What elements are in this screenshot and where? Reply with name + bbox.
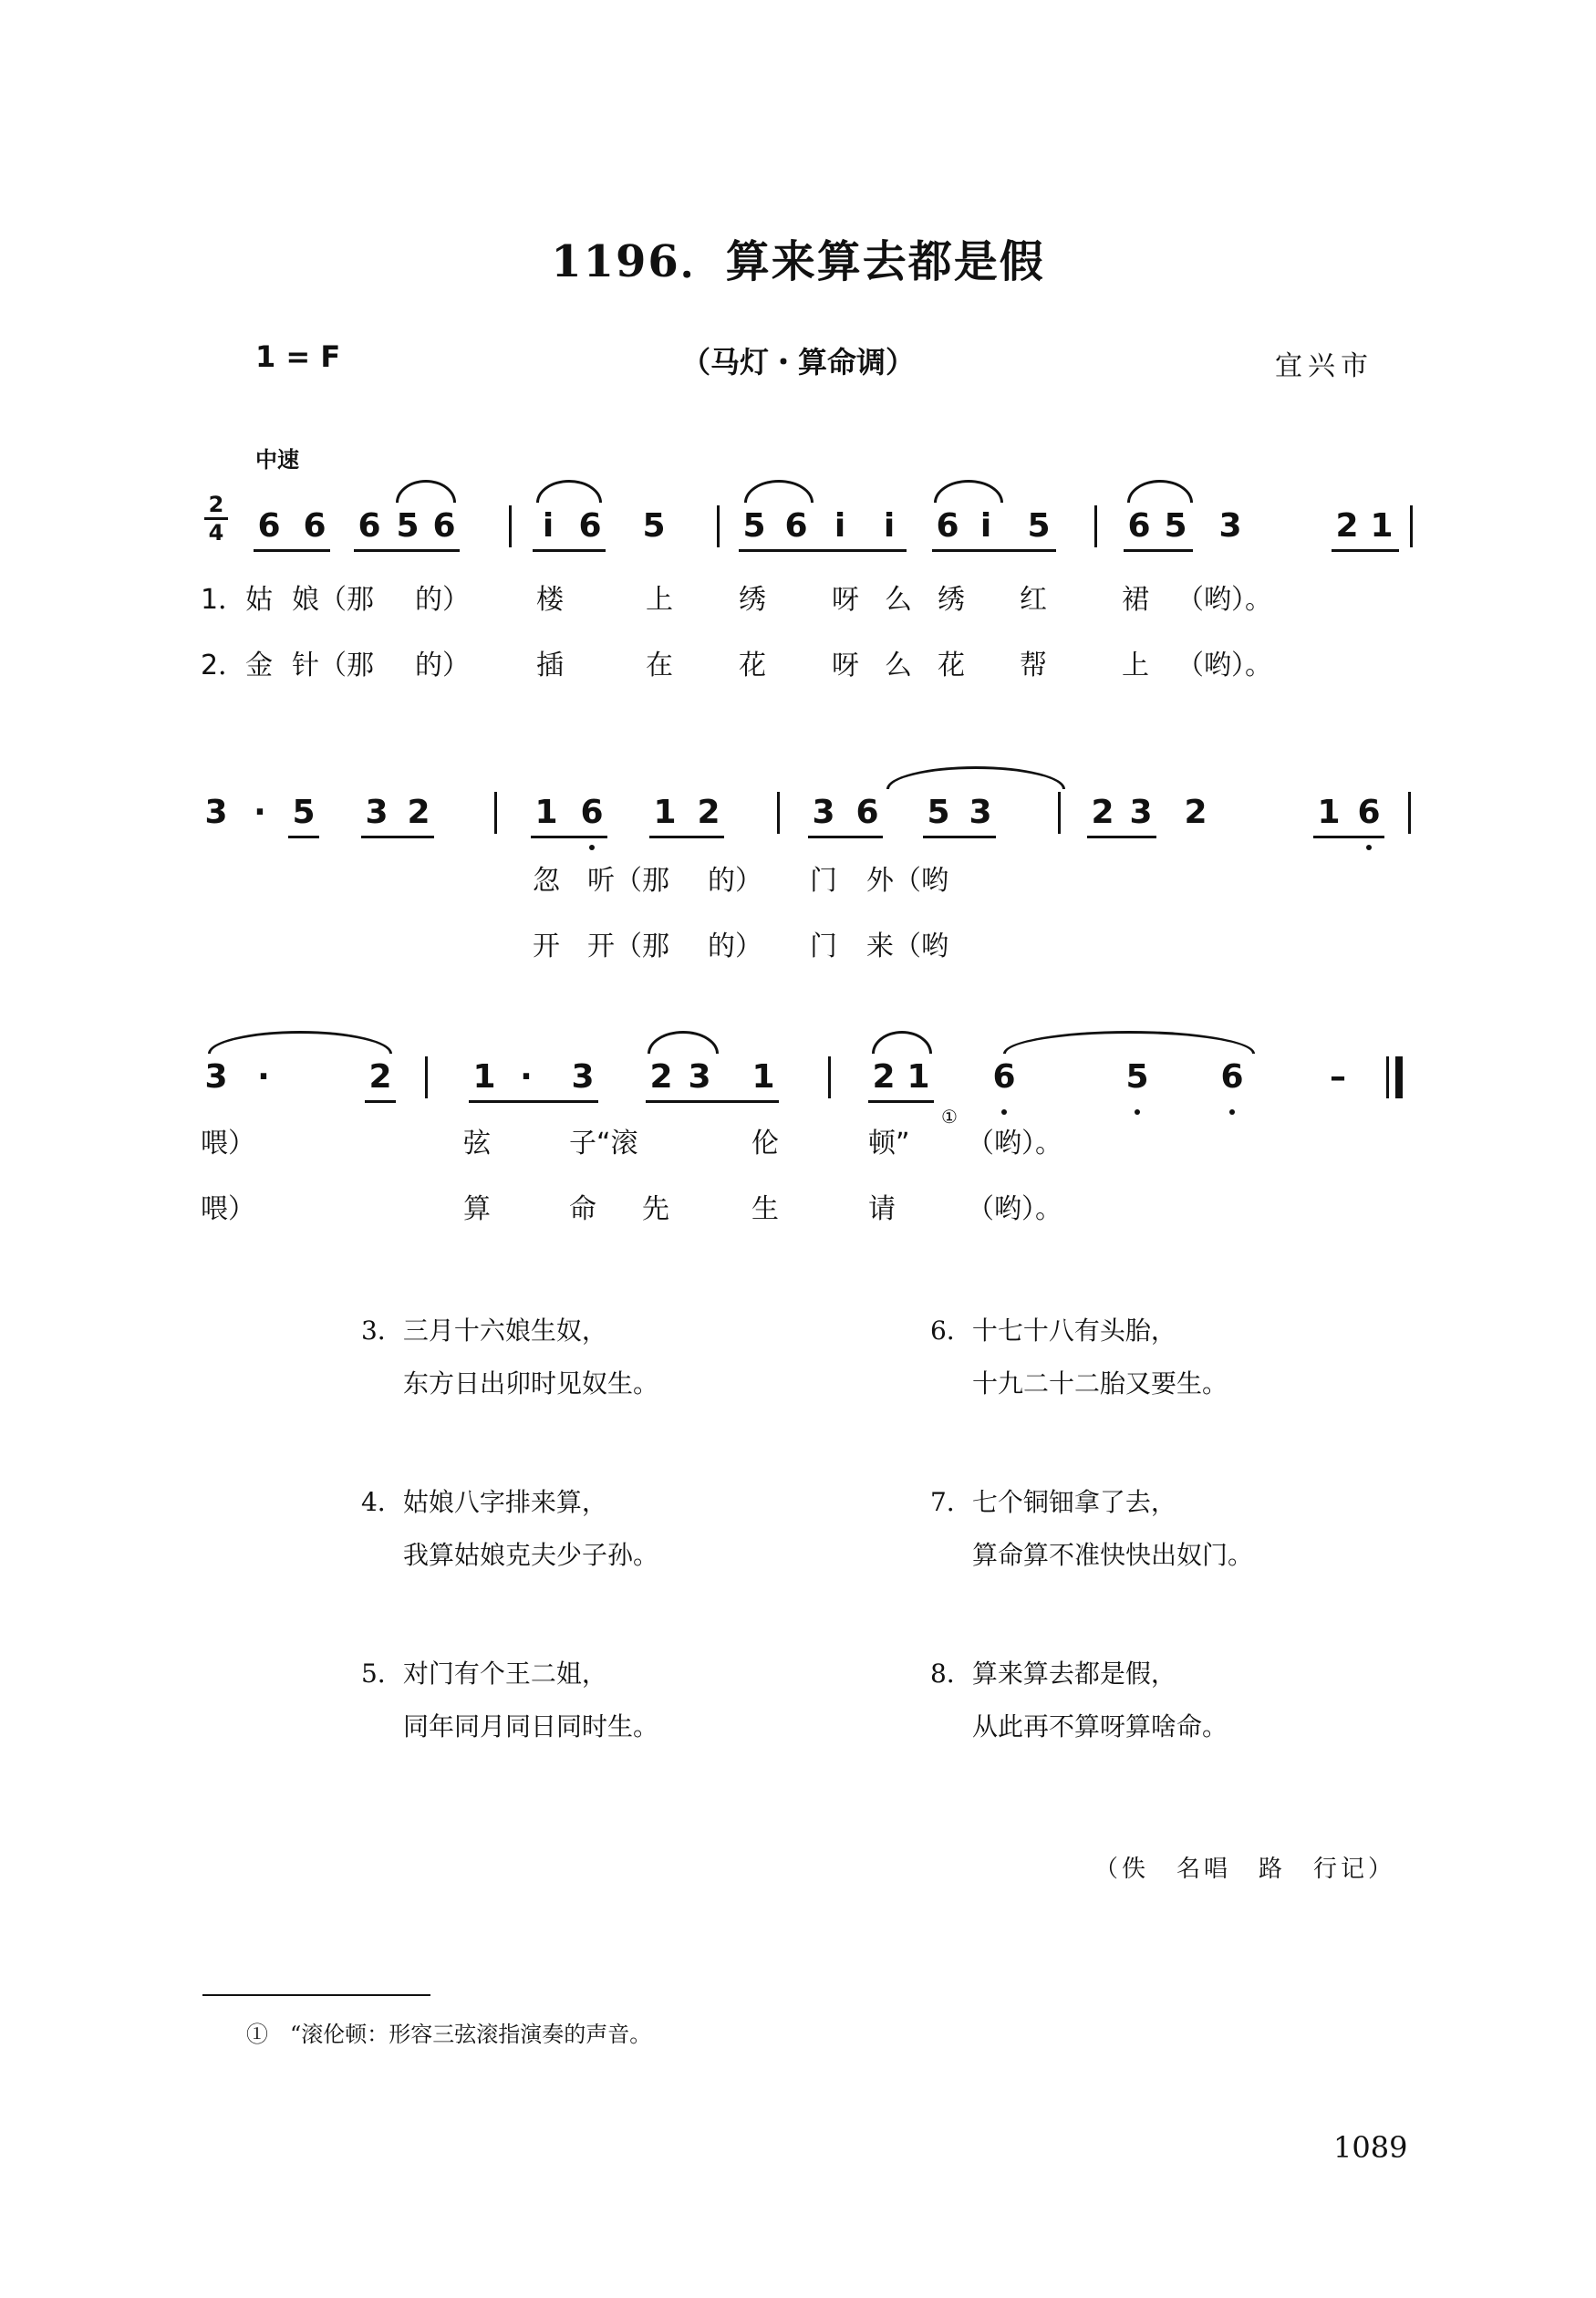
note: 1	[1317, 794, 1341, 831]
note: 3	[571, 1058, 595, 1096]
slur	[648, 1031, 719, 1054]
verse-number: 8．	[930, 1659, 972, 1689]
note: 1	[1370, 507, 1394, 545]
beam	[365, 1100, 396, 1103]
note: 3	[812, 794, 835, 831]
notation-line-1	[201, 504, 1404, 567]
key-signature: 1 = F	[255, 339, 341, 374]
lyric: 请	[868, 1193, 896, 1225]
verse-3	[361, 1305, 658, 1410]
lyric: 喂）	[201, 1193, 255, 1225]
lyric: 子“滚	[569, 1128, 638, 1159]
lyric: 1．姑	[201, 584, 274, 616]
lyric: 的）	[708, 865, 762, 897]
verse-4	[361, 1476, 658, 1582]
lyric: 的）	[415, 650, 470, 681]
lyric: 2．金	[201, 650, 274, 681]
slur	[1003, 1031, 1255, 1054]
note: 1	[653, 794, 677, 831]
lyric: 插	[536, 650, 564, 681]
lyric: 的）	[708, 931, 762, 962]
tempo-marking: 中速	[255, 446, 299, 473]
note: 2	[1091, 794, 1114, 831]
lyric: 上	[1122, 650, 1149, 681]
beam	[1124, 549, 1193, 552]
note: ·	[520, 1058, 533, 1096]
barline	[425, 1056, 428, 1098]
note: 5	[1164, 507, 1187, 545]
lyric: 在	[646, 650, 673, 681]
beam	[646, 1100, 779, 1103]
verse-number: 6．	[930, 1315, 972, 1346]
lyric: 顿”	[868, 1128, 910, 1159]
verse-5	[361, 1648, 658, 1753]
verse-line: 七个铜钿拿了去，	[971, 1487, 1176, 1517]
lyric: 弦	[463, 1128, 491, 1159]
note: 5	[642, 507, 666, 545]
lyric: 外（哟	[866, 865, 948, 897]
lyric: 生	[751, 1193, 779, 1225]
lyric: 门	[810, 865, 837, 897]
notation-line-2	[201, 790, 1404, 854]
note: 6	[1357, 794, 1381, 831]
lyric: （哟）。	[967, 1128, 1062, 1159]
slur	[744, 480, 814, 503]
beam	[923, 836, 996, 838]
note: ·	[254, 794, 266, 831]
note: 6	[936, 507, 959, 545]
lyric: 门	[810, 931, 837, 962]
note: 6	[358, 507, 381, 545]
note: 5	[1027, 507, 1051, 545]
note: 3	[365, 794, 389, 831]
lyric: 楼	[536, 584, 564, 616]
lyric: 帮	[1020, 650, 1047, 681]
note: 2	[697, 794, 720, 831]
note: 3	[688, 1058, 711, 1096]
verse-line: 算命算不准快快出奴门。	[972, 1540, 1254, 1570]
note: 6	[303, 507, 326, 545]
note: 2	[368, 1058, 392, 1096]
note: 6	[580, 794, 604, 831]
lyric: （哟）。	[967, 1193, 1062, 1225]
time-signature-bottom: 4	[208, 520, 224, 546]
beam	[531, 836, 607, 838]
footnote-divider	[202, 1994, 430, 1996]
beam	[808, 836, 883, 838]
lyrics-verse1-line2	[201, 858, 1404, 897]
slur	[886, 766, 1065, 789]
slur	[934, 480, 1003, 503]
lyric: 喂）	[201, 1128, 255, 1159]
low-octave-dot	[589, 845, 595, 850]
beam	[1087, 836, 1156, 838]
note: i	[979, 507, 992, 545]
note: i	[542, 507, 554, 545]
lyric: 针（那	[292, 650, 374, 681]
note: 3	[1129, 794, 1153, 831]
beam	[739, 549, 907, 552]
barline	[494, 792, 497, 834]
verse-line: 姑娘八字排来算，	[402, 1487, 607, 1517]
verse-line: 从此再不算呀算啥命。	[972, 1711, 1228, 1742]
barline	[777, 792, 780, 834]
note: 3	[1218, 507, 1242, 545]
verse-line: 我算姑娘克夫少子孙。	[403, 1540, 659, 1570]
note: 6	[784, 507, 808, 545]
lyric: 呀	[832, 584, 859, 616]
beam	[932, 549, 1056, 552]
lyric: 花	[938, 650, 965, 681]
note: i	[834, 507, 846, 545]
lyric: 红	[1020, 584, 1047, 616]
note: 6	[1220, 1058, 1244, 1096]
time-signature-top: 2	[208, 492, 224, 517]
verse-7	[930, 1476, 1253, 1582]
beam	[361, 836, 434, 838]
lyric: 算	[463, 1193, 491, 1225]
lyric: 裙	[1122, 584, 1149, 616]
beam	[254, 549, 330, 552]
final-barline-thick	[1395, 1056, 1403, 1098]
note: 2	[1184, 794, 1207, 831]
lyrics-verse2-line2	[201, 923, 1404, 960]
song-title: 1196．算来算去都是假	[551, 236, 1045, 287]
note: 6	[257, 507, 281, 545]
verse-number: 5．	[361, 1659, 403, 1689]
verse-line: 十七十八有头胎，	[971, 1315, 1176, 1346]
lyric: 开（那	[587, 931, 669, 962]
verse-line: 十九二十二胎又要生。	[972, 1368, 1228, 1399]
note: 5	[396, 507, 420, 545]
low-octave-dot	[1229, 1109, 1235, 1115]
low-octave-dot	[1001, 1109, 1007, 1115]
note: 5	[742, 507, 766, 545]
note: 5	[292, 794, 316, 831]
slur	[536, 480, 602, 503]
lyric: 么	[885, 584, 912, 616]
note: 6	[432, 507, 456, 545]
lyric: 先	[642, 1193, 669, 1225]
lyric: 花	[739, 650, 766, 681]
lyric: 开	[533, 931, 560, 962]
verse-number: 7．	[930, 1487, 972, 1517]
lyric: 来（哟	[866, 931, 948, 962]
barline	[1094, 505, 1097, 547]
verse-line: 同年同月同日同时生。	[403, 1711, 659, 1742]
barline	[717, 505, 720, 547]
lyric: 么	[885, 650, 912, 681]
lyric: 听（那	[587, 865, 669, 897]
lyric: 娘（那	[292, 584, 374, 616]
lyric: （哟）。	[1176, 584, 1272, 616]
final-barline-thin	[1386, 1056, 1389, 1098]
beam	[868, 1100, 934, 1103]
note: 2	[649, 1058, 673, 1096]
note: 6	[1127, 507, 1151, 545]
note: –	[1330, 1058, 1346, 1096]
note: 1	[907, 1058, 930, 1096]
slur	[872, 1031, 932, 1054]
note: 2	[1335, 507, 1359, 545]
barline	[509, 505, 512, 547]
note: 1	[472, 1058, 496, 1096]
credit-line: （佚 名唱 路 行记）	[1094, 1856, 1396, 1883]
low-octave-dot	[1366, 845, 1372, 850]
barline	[1408, 792, 1411, 834]
note: i	[883, 507, 896, 545]
verse-8	[930, 1648, 1228, 1753]
lyrics-verse2-line3	[201, 1186, 1404, 1225]
lyric: 忽	[533, 865, 560, 897]
note: 3	[204, 794, 228, 831]
verse-6	[930, 1305, 1228, 1410]
slur	[1127, 480, 1193, 503]
beam	[288, 836, 319, 838]
note: 2	[872, 1058, 896, 1096]
low-octave-dot	[1135, 1109, 1140, 1115]
region-label: 宜兴市	[1275, 350, 1373, 382]
footnote: ① “滚伦顿：形容三弦滚指演奏的声音。	[246, 2022, 652, 2047]
note: 1	[534, 794, 558, 831]
lyrics-verse2-line1	[201, 642, 1404, 679]
note: 3	[969, 794, 992, 831]
lyric: 呀	[832, 650, 859, 681]
beam	[1332, 549, 1399, 552]
note: 3	[204, 1058, 228, 1096]
lyric: （哟）。	[1176, 650, 1272, 681]
lyrics-verse1-line1	[201, 577, 1404, 616]
song-subtitle: （马灯・算命调）	[680, 345, 915, 380]
slur	[396, 480, 456, 503]
page-number: 1089	[1333, 2130, 1408, 2165]
verse-line: 三月十六娘生奴，	[402, 1315, 607, 1346]
beam	[533, 549, 606, 552]
lyric: 绣	[739, 584, 766, 616]
note: 5	[1125, 1058, 1149, 1096]
note: 1	[751, 1058, 775, 1096]
note: 5	[927, 794, 950, 831]
beam	[1313, 836, 1384, 838]
beam	[649, 836, 724, 838]
verse-number: 3．	[361, 1315, 403, 1346]
lyric: 绣	[938, 584, 965, 616]
lyric: 上	[646, 584, 673, 616]
note: 6	[855, 794, 879, 831]
footnote-marker: ①	[941, 1106, 958, 1128]
beam	[354, 549, 460, 552]
barline	[1410, 505, 1413, 547]
slur	[208, 1031, 392, 1054]
barline	[1058, 792, 1061, 834]
lyric: 伦	[751, 1128, 779, 1159]
note: 6	[578, 507, 602, 545]
verse-line: 东方日出卯时见奴生。	[403, 1368, 659, 1399]
verse-number: 4．	[361, 1487, 403, 1517]
verse-line: 算来算去都是假，	[971, 1659, 1176, 1689]
beam	[469, 1100, 598, 1103]
verse-line: 对门有个王二姐，	[402, 1659, 607, 1689]
note: 2	[407, 794, 430, 831]
notation-line-3	[201, 1055, 1404, 1118]
note: ·	[257, 1058, 270, 1096]
lyric: 命	[569, 1193, 596, 1225]
lyric: 的）	[415, 584, 470, 616]
note: 6	[992, 1058, 1016, 1096]
barline	[828, 1056, 831, 1098]
lyrics-verse1-line3	[201, 1106, 1404, 1159]
